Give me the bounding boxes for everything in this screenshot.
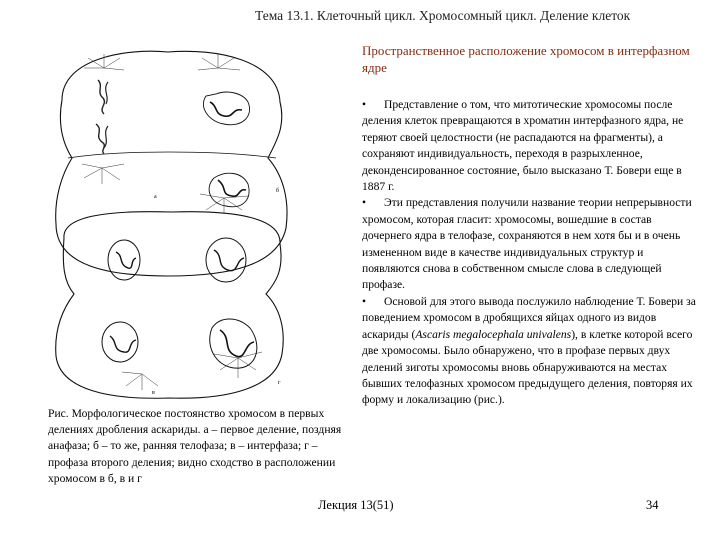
bullet-symbol: • — [362, 294, 367, 308]
ascaris-cleavage-figure — [48, 38, 298, 408]
figure-label-b: б — [276, 188, 280, 194]
figure-caption: Рис. Морфологическое постоянство хромосом в первых делениях дробления аскариды. а – первое деление, поздняя анафаза; б – то же, ранняя телофаза; в – интерфаза; г – профаза второго деления; видно сходство в расположении хромосом в б, в и г — [48, 407, 342, 485]
figure-label-a: а — [154, 194, 157, 200]
figure-label-g: г — [278, 380, 281, 386]
bullet-paragraph-2 — [362, 195, 697, 293]
cell-b-drawing — [203, 92, 249, 207]
bullet-text-3-before: Основой для этого вывода послужило наблюдение Т. Бовери за поведением хромосом в дробящихся яйцах одного из видов аскариды ( — [362, 294, 696, 341]
footer-lecture: Лекция 13(51) — [318, 498, 394, 512]
page-number: 34 — [646, 498, 659, 512]
bullet-text-1: Представление о том, что митотические хромосомы после деления клеток превращаются в хроматин интерфазного ядра, не теряют своей целостности (не распадаются на фрагменты), а сохраняют индивидуальность, переходя в разрыхленное, деконденсированное состояние, было высказано Т. Бовери еще в 1887 г. — [362, 98, 684, 194]
bullet-symbol: • — [362, 196, 367, 210]
division-line-ab — [68, 152, 276, 158]
bullet-text-3-after: ), в клетке которой всего две хромосомы. Было обнаружено, что в профазе первых двух делений зиготы хромосомы вновь обнаруживаются на местах бывших телофазных хромосом предыдущего деления, повторяя их форму и локализацию (рис.). — [362, 327, 693, 407]
cell-pair-ab-outline — [56, 51, 287, 276]
cell-g-drawing — [206, 238, 257, 368]
cell-a-drawing — [66, 58, 146, 158]
bullet-paragraph-3 — [362, 294, 697, 409]
cell-pair-vg-outline — [56, 212, 284, 399]
figure-label-v: в — [152, 390, 155, 396]
slide-subtitle: Пространственное расположение хромосом в интерфазном ядре — [362, 43, 690, 75]
aster-rays — [82, 54, 262, 390]
body-text — [362, 97, 697, 409]
species-name: Ascaris megalocephala univalens — [415, 327, 572, 341]
bullet-text-2: Эти представления получили название теории непрерывности хромосом, которая гласит: хромосомы, вошедшие в состав дочернего ядра в телофазе, сохраняются в нем хотя бы и в очень измененном виде в качестве индивидуальных структур и появляются снова в собственном смысле слова в следующей профазе. — [362, 196, 692, 292]
cell-v-drawing — [102, 240, 140, 362]
bullet-symbol: • — [362, 98, 367, 111]
bullet-paragraph-1 — [362, 97, 697, 195]
slide-header: Тема 13.1. Клеточный цикл. Хромосомный цикл. Деление клеток — [255, 8, 631, 23]
